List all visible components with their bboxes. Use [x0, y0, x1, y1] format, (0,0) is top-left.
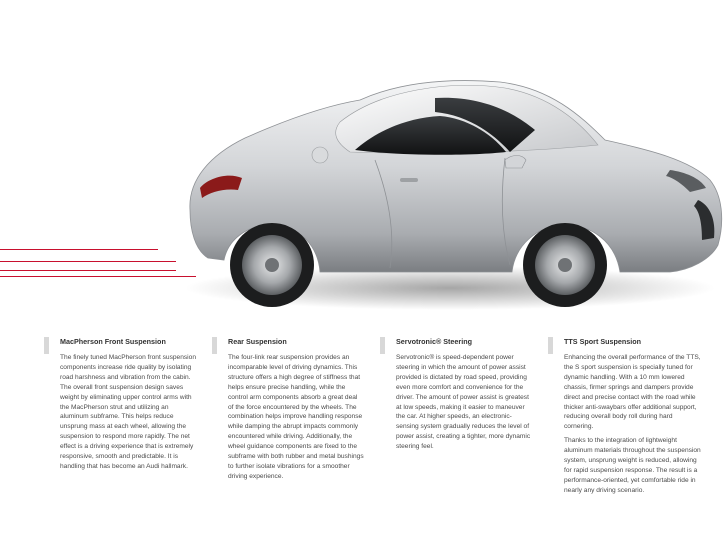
paragraph: Servotronic® is speed-dependent power steering in which the amount of power assist provided is dictated by road speed, providing even more comfort and convenience for the driver. The amount of power assist is greatest at low speeds, making it easier to maneuver the car. At higher speeds, an electronic-sensing system gradually reduces the level of power assist, creating a tighter, more dynamic steering feel. [396, 354, 531, 451]
column-heading: TTS Sport Suspension [564, 337, 642, 346]
paragraph: The four-link rear suspension provides an incomparable level of driving dynamics. This structure offers a high degree of stiffness that helps ensure precise handling, while the control arm components absorb a great deal of the force encountered by the wheels. The combination helps improve handling response while damping the abrupt impacts commonly encountered while driving. Additionally, the wheel guidance components are fixed to the subframe with both rubber and metal bushings to further isolate vibrations for a smoother driving experience. [228, 354, 364, 480]
paragraph: Thanks to the integration of lightweight aluminum materials throughout the suspension system, unsprung weight is reduced, allowing for rapid suspension response. The result is a performance-oriented, yet comfortable ride in nearly any driving scenario. [564, 437, 701, 494]
paragraph: The finely tuned MacPherson front suspension components increase ride quality by isolating road harshness and vibration from the cabin. The overall front suspension design saves weight by eliminating upper control arms with the MacPherson strut and utilizing an aluminum subframe. This helps reduce unsprung mass at each wheel, allowing the suspension to respond more rapidly. The net effect is a driving experience that is extremely responsive, smooth and predictable. It is handling that has become an Audi hallmark. [60, 354, 196, 470]
column-body [396, 353, 532, 452]
paragraph: Enhancing the overall performance of the TTS, the S sport suspension is specially tuned for dynamic handling. With a 10 mm lowered chassis, firmer springs and dampers provide direct and precise contact with the road while thicker anti-swaybars offer additional support, reducing overall body roll during hard cornering. [564, 354, 701, 431]
column-marker [44, 337, 49, 354]
column-body [228, 353, 364, 482]
car-image [150, 60, 728, 320]
column-heading: Rear Suspension [228, 337, 287, 346]
feature-column [548, 337, 703, 500]
feature-column [212, 337, 364, 486]
column-marker [380, 337, 385, 354]
feature-column [44, 337, 196, 476]
column-heading: MacPherson Front Suspension [60, 337, 166, 346]
column-heading: Servotronic® Steering [396, 337, 472, 346]
feature-column [380, 337, 532, 456]
column-body [60, 353, 196, 472]
column-marker [212, 337, 217, 354]
column-body [564, 353, 703, 496]
column-marker [548, 337, 553, 354]
accent-line [0, 249, 158, 250]
